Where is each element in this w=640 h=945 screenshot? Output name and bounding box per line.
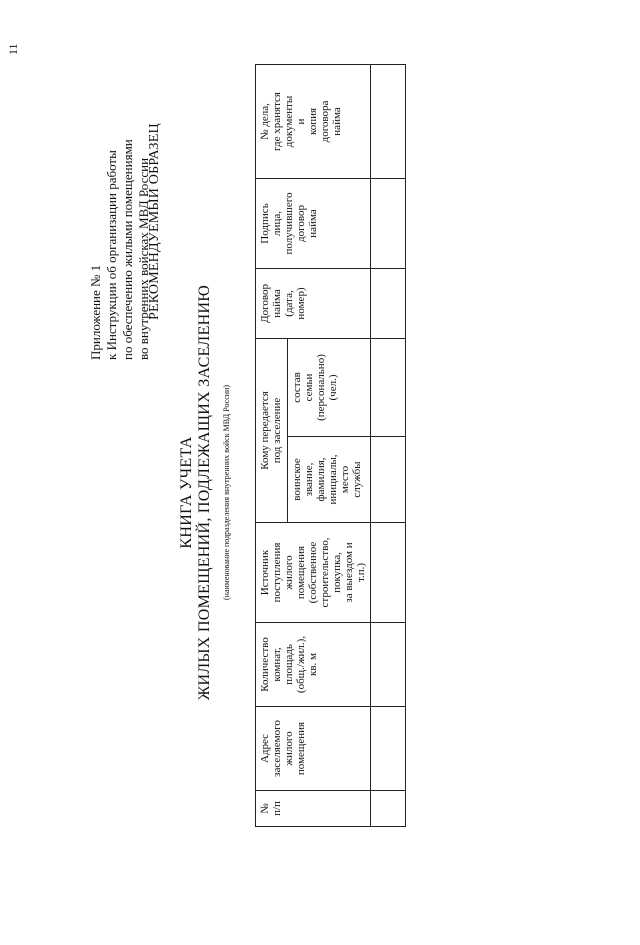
page-number: 11 bbox=[6, 43, 20, 55]
header-recipient-group: Кому передается под заселение bbox=[256, 338, 288, 522]
appendix-line: во внутренних войсках МВД России bbox=[136, 157, 151, 360]
header-rank-name: воинское звание, фамилия, инициалы, место службы bbox=[288, 437, 371, 523]
table-cell bbox=[371, 623, 406, 707]
table-cell bbox=[371, 707, 406, 791]
header-address: Адрес заселяемого жилого помещения bbox=[256, 707, 371, 791]
appendix-line: Приложение № 1 bbox=[88, 264, 103, 360]
header-rooms-area: Количество комнат, площадь (общ./жил.), кв. м bbox=[256, 623, 371, 707]
table-row bbox=[371, 64, 406, 826]
table-cell bbox=[371, 268, 406, 338]
header-row bbox=[256, 64, 288, 826]
header-file-number: № дела, где хранятся документы и копия договора найма bbox=[256, 64, 371, 178]
subdivision-caption: (наименование подразделения внутренних войск МВД России) bbox=[222, 385, 231, 600]
table-cell bbox=[371, 64, 406, 178]
appendix-line: к Инструкции об организации работы bbox=[104, 150, 119, 360]
recommended-sample-label: РЕКОМЕНДУЕМЫЙ ОБРАЗЕЦ bbox=[147, 123, 162, 320]
appendix-line: по обеспечению жилыми помещениями bbox=[120, 139, 135, 360]
header-contract: Договор найма (дата, номер) bbox=[256, 268, 371, 338]
header-family: состав семьи (персонально) (чел.) bbox=[288, 338, 371, 436]
document-title-line1: КНИГА УЧЕТА bbox=[178, 436, 195, 549]
ledger-table bbox=[255, 64, 406, 827]
header-source: Источник поступления жилого помещения (собственное строительство, покупка, за выездом и т.п.) bbox=[256, 523, 371, 623]
table-cell bbox=[371, 178, 406, 268]
table-cell bbox=[371, 338, 406, 436]
table-cell bbox=[371, 523, 406, 623]
table-cell bbox=[371, 791, 406, 827]
appendix-note bbox=[88, 139, 152, 360]
header-number: № п/п bbox=[256, 791, 371, 827]
document-title-line2: ЖИЛЫХ ПОМЕЩЕНИЙ, ПОДЛЕЖАЩИХ ЗАСЕЛЕНИЮ bbox=[196, 284, 213, 701]
header-signature: Подпись лица, получившего договор найма bbox=[256, 178, 371, 268]
table-cell bbox=[371, 437, 406, 523]
